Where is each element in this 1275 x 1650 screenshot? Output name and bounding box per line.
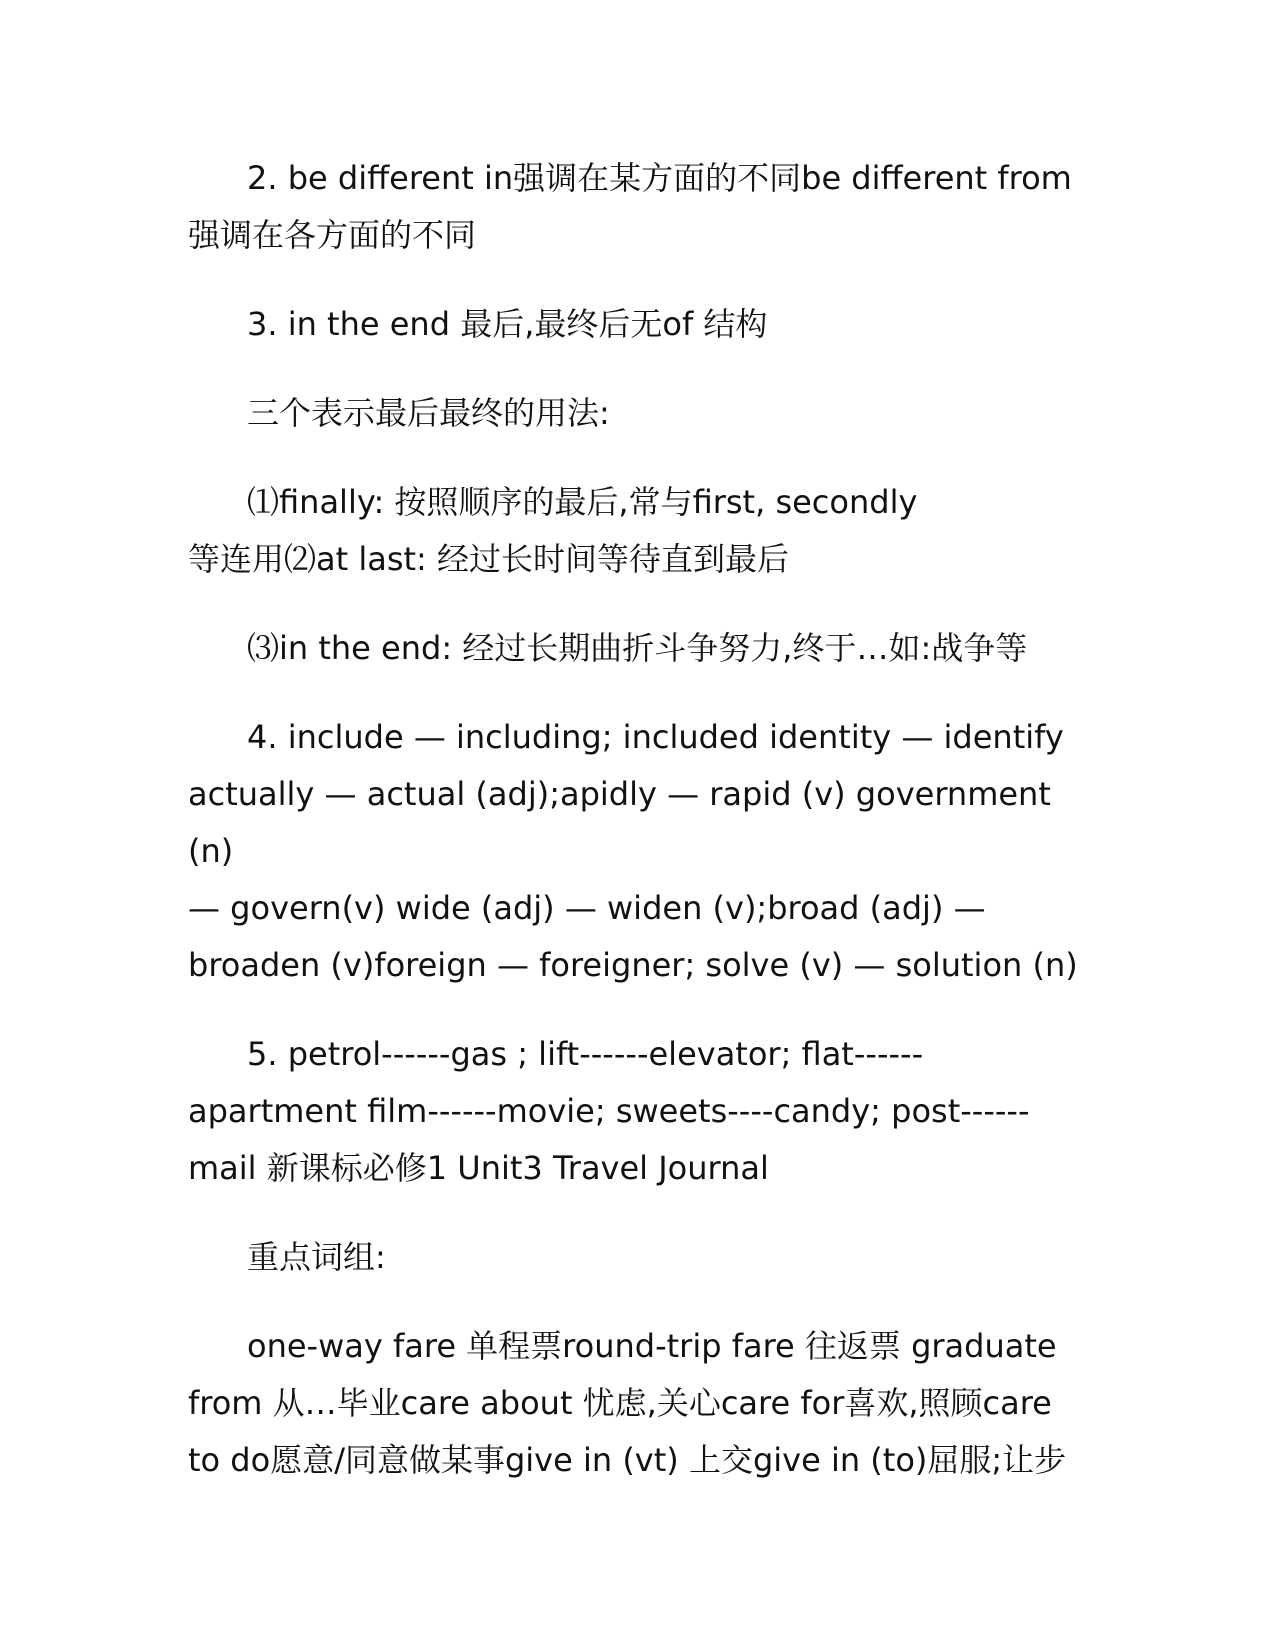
text-line: — govern(v) wide (adj) — widen (v);broad (adj) — (188, 889, 986, 927)
text-line: 4. include — including; included identity — identify (247, 718, 1064, 756)
text-line: ⑶in the end: 经过长期曲折斗争努力,终于…如:战争等 (247, 629, 1028, 667)
paragraph-three-usages (188, 385, 1088, 442)
text-line: 等连用⑵at last: 经过长时间等待直到最后 (188, 540, 790, 578)
text-line: to do愿意/同意做某事give in (vt) 上交give in (to)屈服;让步 (188, 1441, 1067, 1479)
text-line: actually — actual (adj);apidly — rapid (v) government (n) (188, 775, 1051, 870)
paragraph-key-phrases-heading (188, 1229, 1088, 1286)
text-line: 强调在各方面的不同 (188, 216, 477, 254)
paragraph-2 (188, 150, 1088, 264)
paragraph-4 (188, 709, 1088, 994)
text-line: 2. be different in强调在某方面的不同be different from (247, 159, 1072, 197)
paragraph-key-phrases (188, 1318, 1088, 1489)
text-line: mail 新课标必修1 Unit3 Travel Journal (188, 1149, 769, 1187)
text-line: 5. petrol------gas ; lift------elevator; flat------ (247, 1035, 924, 1073)
text-line: 重点词组: (247, 1238, 386, 1276)
text-line: one-way fare 单程票round-trip fare 往返票 graduate (247, 1327, 1057, 1365)
text-line: apartment film------movie; sweets----candy; post------ (188, 1092, 1030, 1130)
text-line: ⑴finally: 按照顺序的最后,常与first, secondly (247, 483, 918, 521)
text-line: 3. in the end 最后,最终后无of 结构 (247, 305, 768, 343)
document-body (188, 150, 1088, 1521)
text-line: from 从…毕业care about 忧虑,关心care for喜欢,照顾care (188, 1384, 1052, 1422)
text-line: 三个表示最后最终的用法: (247, 394, 610, 432)
paragraph-5 (188, 1026, 1088, 1197)
paragraph-finally-at-last (188, 474, 1088, 588)
paragraph-in-the-end (188, 620, 1088, 677)
text-line: broaden (v)foreign — foreigner; solve (v) — solution (n) (188, 946, 1078, 984)
paragraph-3 (188, 296, 1088, 353)
